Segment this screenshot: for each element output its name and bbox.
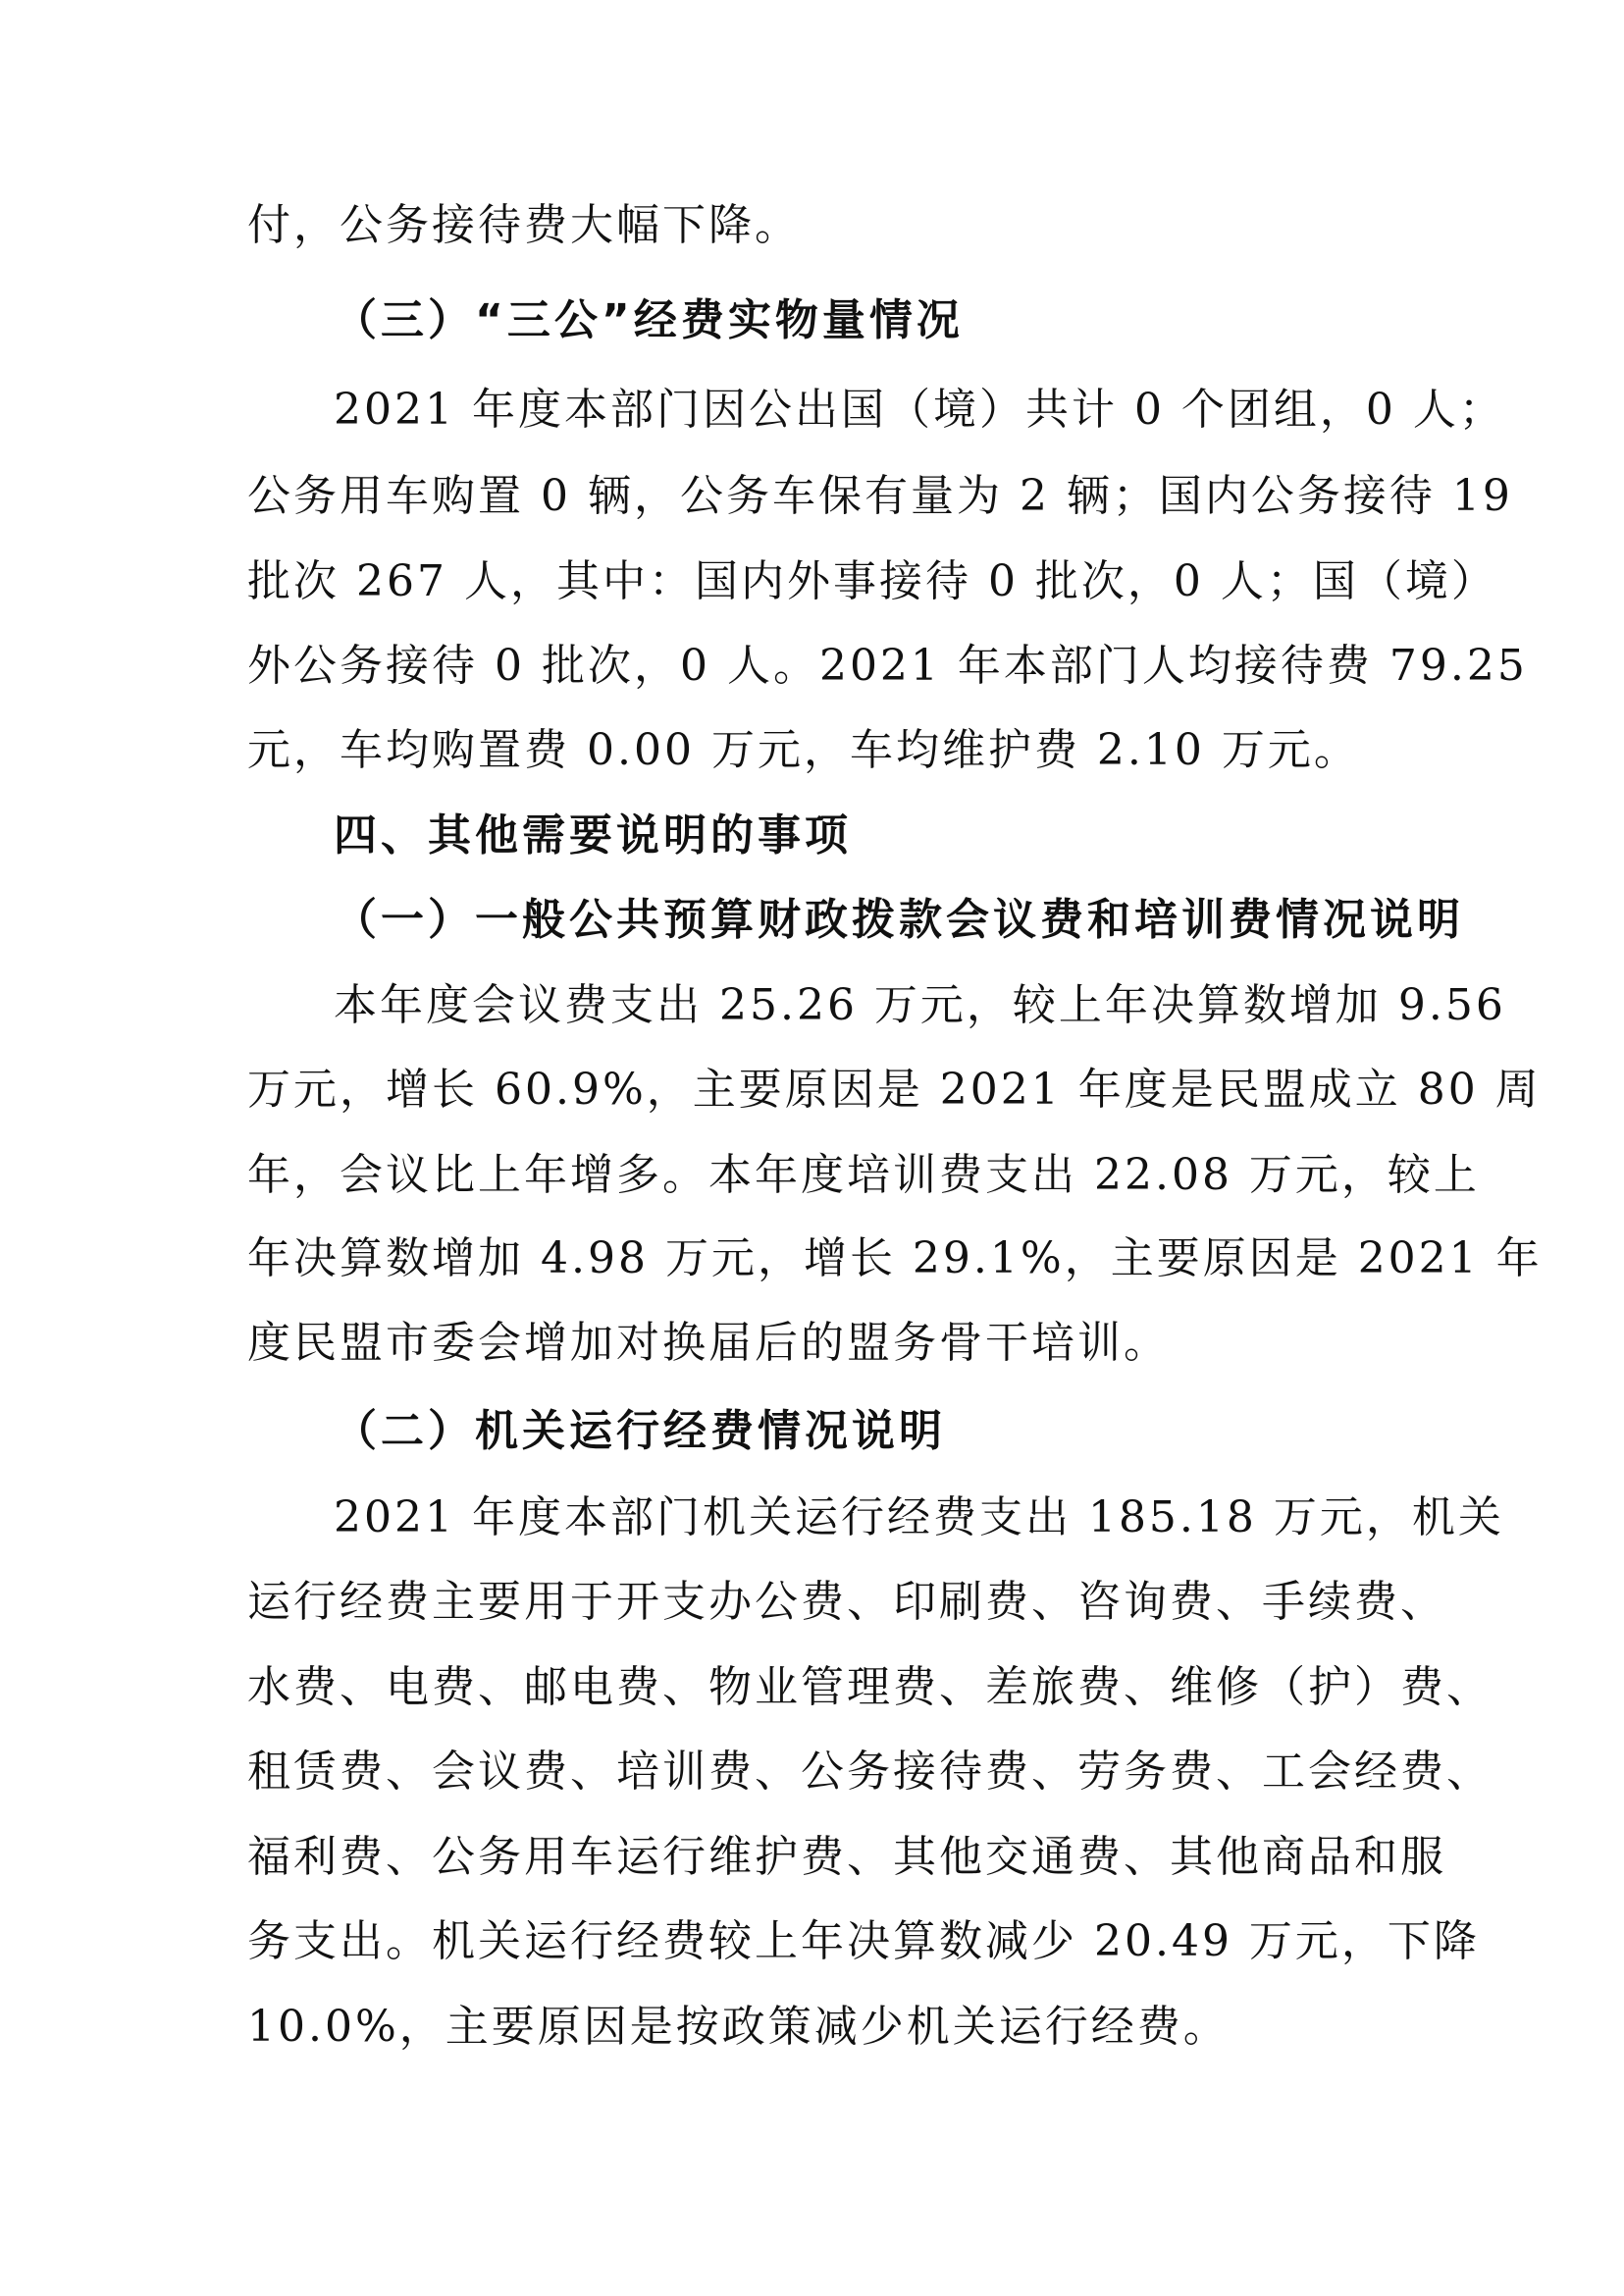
body-text-line: 10.0%，主要原因是按政策减少机关运行经费。	[247, 2002, 1230, 2052]
body-text-line: 本年度会议费支出 25.26 万元，较上年决算数增加 9.56	[334, 980, 1506, 1030]
section-heading-three-public-quantity: （三）“三公”经费实物量情况	[334, 295, 964, 345]
body-text-line: 2021 年度本部门因公出国（境）共计 0 个团组，0 人；	[334, 385, 1505, 435]
section-heading-meeting-training-fees: （一）一般公共预算财政拨款会议费和培训费情况说明	[334, 895, 1464, 945]
body-text-line: 外公务接待 0 批次，0 人。2021 年本部门人均接待费 79.25	[247, 641, 1528, 691]
body-text-line: 年，会议比上年增多。本年度培训费支出 22.08 万元，较上	[247, 1150, 1480, 1200]
body-text-line: 年决算数增加 4.98 万元，增长 29.1%，主要原因是 2021 年	[247, 1233, 1543, 1283]
body-text-line: 福利费、公务用车运行维护费、其他交通费、其他商品和服	[247, 1832, 1446, 1882]
body-text-line: 元，车均购置费 0.00 万元，车均维护费 2.10 万元。	[247, 725, 1360, 775]
body-text-line: 付，公务接待费大幅下降。	[247, 200, 801, 250]
body-text-line: 公务用车购置 0 辆，公务车保有量为 2 辆；国内公务接待 19	[247, 471, 1513, 521]
section-heading-other-matters: 四、其他需要说明的事项	[334, 810, 852, 861]
body-text-line: 务支出。机关运行经费较上年决算数减少 20.49 万元，下降	[247, 1916, 1480, 1966]
body-text-line: 水费、电费、邮电费、物业管理费、差旅费、维修（护）费、	[247, 1662, 1493, 1712]
body-text-line: 2021 年度本部门机关运行经费支出 185.18 万元，机关	[334, 1492, 1504, 1542]
body-text-line: 运行经费主要用于开支办公费、印刷费、咨询费、手续费、	[247, 1577, 1446, 1627]
body-text-line: 万元，增长 60.9%，主要原因是 2021 年度是民盟成立 80 周	[247, 1065, 1542, 1115]
section-heading-agency-operating-costs: （二）机关运行经费情况说明	[334, 1406, 946, 1456]
body-text-line: 度民盟市委会增加对换届后的盟务骨干培训。	[247, 1318, 1170, 1368]
body-text-line: 租赁费、会议费、培训费、公务接待费、劳务费、工会经费、	[247, 1747, 1493, 1797]
body-text-line: 批次 267 人，其中：国内外事接待 0 批次，0 人；国（境）	[247, 556, 1497, 606]
